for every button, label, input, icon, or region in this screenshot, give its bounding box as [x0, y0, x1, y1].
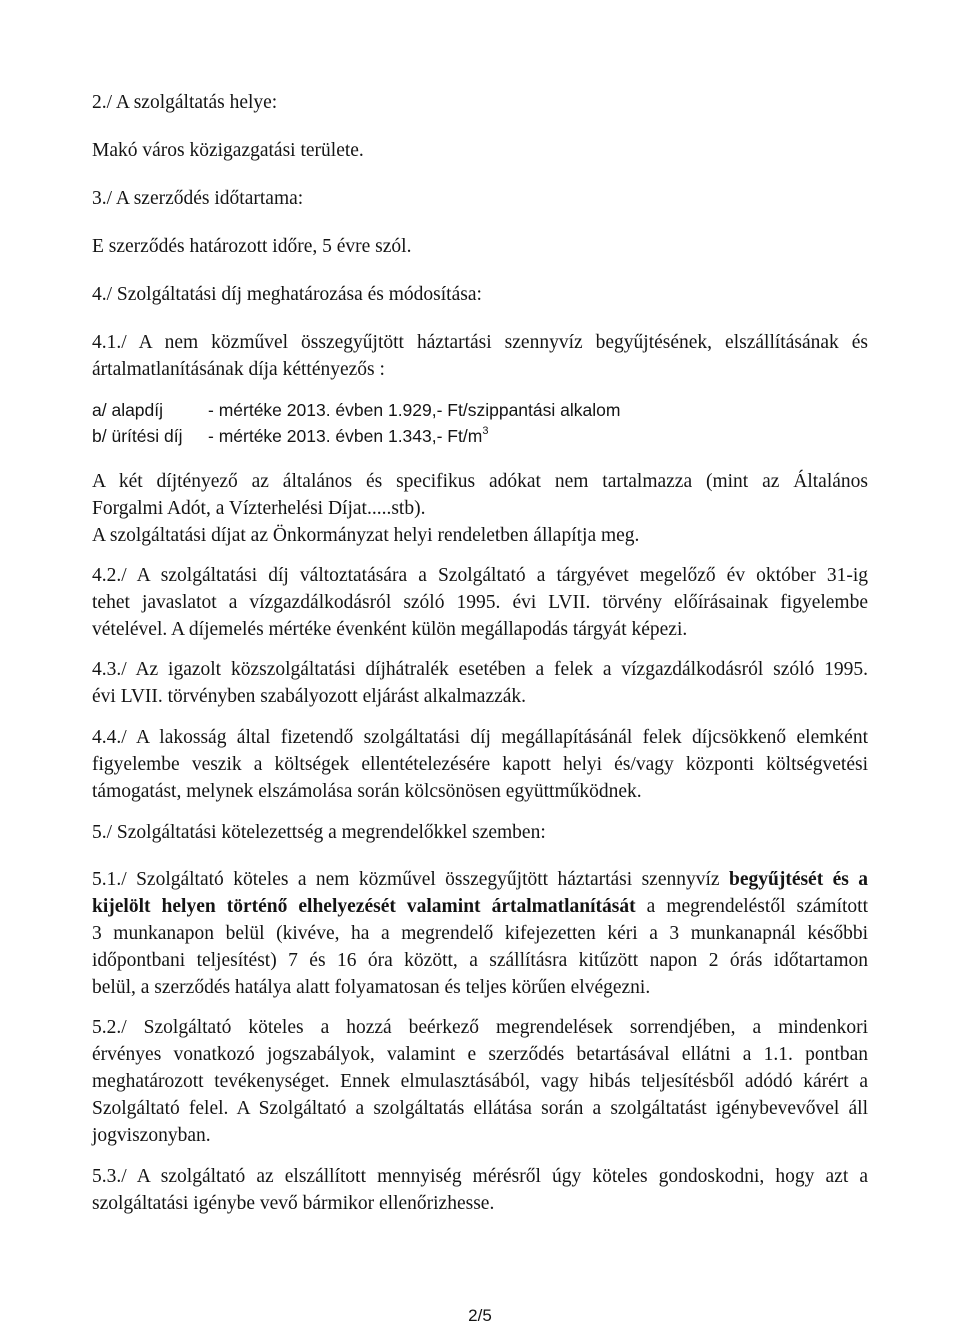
section-2-heading-text: 2./ A szolgáltatás helye:	[92, 92, 278, 113]
fee-row-emptying	[92, 423, 488, 449]
fee-value-base: - mértéke 2013. évben 1.929,- Ft/szippantási alkalom	[208, 400, 621, 420]
paragraph-4-2-line: tehet javaslatot a vízgazdálkodásról szóló 1995. évi LVII. törvény előírásainak figyelembe	[92, 592, 868, 613]
paragraph-4-3-line: 4.3./ Az igazolt közszolgáltatási díjhátralék esetében a felek a vízgazdálkodásról szóló 1995.	[92, 659, 868, 680]
paragraph-4-4-line: támogatást, melynek elszámolása során kölcsönösen együttműködnek.	[92, 781, 642, 802]
paragraph-5-1-text: 5.1./ Szolgáltató köteles a nem közművel összegyűjtött háztartási szennyvíz	[92, 869, 729, 890]
fee-name-base: a/ alapdíj	[92, 400, 164, 420]
section-4-heading	[92, 281, 868, 308]
paragraph-4-4	[92, 724, 868, 805]
fee-value-emptying: - mértéke 2013. évben 1.343,- Ft/m	[208, 426, 483, 446]
paragraph-5-2-line: jogviszonyban.	[92, 1125, 211, 1146]
tax-note-line: A szolgáltatási díjat az Önkormányzat helyi rendeletben állapítja meg.	[92, 525, 640, 546]
paragraph-4-2-line: 4.2./ A szolgáltatási díj változtatására a Szolgáltató a tárgyévet megelőző év október 31-ig	[92, 565, 868, 586]
section-5-heading-text: 5./ Szolgáltatási kötelezettség a megrendelőkkel szemben:	[92, 822, 546, 843]
paragraph-5-1-line: időpontbani teljesítést) 7 és 16 óra között, a szállításra kitűzött napon 2 órás időtartamon	[92, 950, 868, 971]
paragraph-5-1-line: 3 munkanapon belül (kivéve, ha a megrendelő kifejezetten kéri a 3 munkanapnál későbbi	[92, 923, 868, 944]
paragraph-5-1	[92, 866, 868, 1001]
section-3-text	[92, 233, 868, 260]
paragraph-4-2-line: vételével. A díjemelés mértéke évenként külön megállapodás tárgyát képezi.	[92, 619, 688, 640]
paragraph-4-1-line: ártalmatlanításának díja kéttényezős :	[92, 359, 385, 380]
fee-row-base	[92, 397, 620, 423]
paragraph-4-4-line: figyelembe veszik a költségek ellentételezésére kapott helyi és/vagy központi költségvetési	[92, 754, 868, 775]
fee-name-emptying: b/ ürítési díj	[92, 426, 183, 446]
tax-note	[92, 468, 868, 549]
section-2-text	[92, 137, 868, 164]
paragraph-5-3-line: 5.3./ A szolgáltató az elszállított mennyiség mérésről úgy köteles gondoskodni, hogy azt a	[92, 1166, 868, 1187]
paragraph-5-1-text: a megrendeléstől számított	[635, 896, 868, 917]
paragraph-5-1-bold: kijelölt helyen történő elhelyezését valamint ártalmatlanítását	[92, 896, 636, 917]
paragraph-5-2-line: érvényes vonatkozó jogszabályok, valamint e szerződés betartásával ellátni a 1.1. pontban	[92, 1044, 868, 1065]
section-2-heading	[92, 89, 868, 116]
paragraph-5-2-line: 5.2./ Szolgáltató köteles a hozzá beérkező megrendelések sorrendjében, a mindenkori	[92, 1017, 868, 1038]
paragraph-5-1-line: belül, a szerződés hatálya alatt folyamatosan és teljes körűen elvégezni.	[92, 977, 651, 998]
paragraph-4-4-line: 4.4./ A lakosság által fizetendő szolgáltatási díj megállapításánál felek díjcsökkenő elemként	[92, 727, 868, 748]
paragraph-4-1	[92, 329, 868, 383]
section-2-body: Makó város közigazgatási területe.	[92, 140, 364, 161]
section-5-heading	[92, 819, 868, 846]
paragraph-5-3-line: szolgáltatási igénybe vevő bármikor ellenőrizhesse.	[92, 1193, 495, 1214]
paragraph-5-1-bold: begyűjtését és a	[728, 869, 869, 890]
paragraph-5-3	[92, 1163, 868, 1217]
paragraph-5-1-line	[92, 893, 868, 920]
paragraph-5-2-line: meghatározott tevékenységet. Ennek elmulasztásából, vagy hibás teljesítésből adódó kárért a	[92, 1071, 868, 1092]
tax-note-line: A két díjtényező az általános és specifikus adókat nem tartalmazza (mint az Általános	[92, 471, 868, 492]
paragraph-4-3	[92, 656, 868, 710]
section-3-body: E szerződés határozott időre, 5 évre szól.	[92, 236, 412, 257]
section-4-heading-text: 4./ Szolgáltatási díj meghatározása és módosítása:	[92, 284, 482, 305]
section-3-heading-text: 3./ A szerződés időtartama:	[92, 188, 304, 209]
paragraph-5-2	[92, 1014, 868, 1149]
section-3-heading	[92, 185, 868, 212]
tax-note-line: Forgalmi Adót, a Vízterhelési Díjat.....stb).	[92, 498, 426, 519]
page-number: 2/5	[468, 1306, 492, 1325]
paragraph-4-3-line: évi LVII. törvényben szabályozott eljárást alkalmazzák.	[92, 686, 527, 707]
paragraph-4-1-line: 4.1./ A nem közművel összegyűjtött háztartási szennyvíz begyűjtésének, elszállításának és	[92, 332, 868, 353]
cubic-superscript: 3	[482, 425, 489, 437]
paragraph-5-2-line: Szolgáltató felel. A Szolgáltató a szolgáltatás ellátása során a szolgáltatást igénybevevővel áll	[92, 1098, 868, 1119]
paragraph-5-1-line	[92, 866, 868, 893]
paragraph-4-2	[92, 562, 868, 643]
